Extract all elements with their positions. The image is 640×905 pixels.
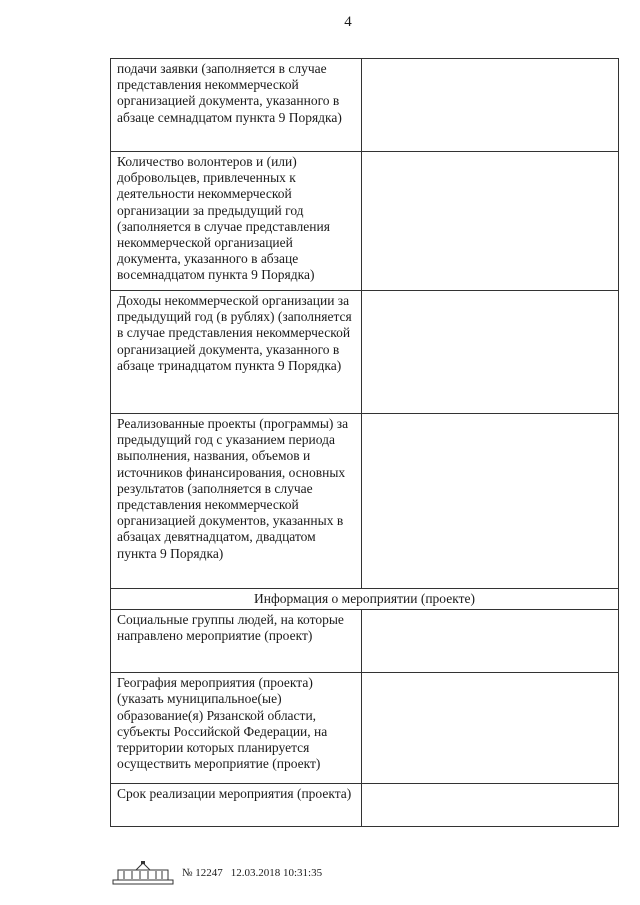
document-timestamp: 12.03.2018 10:31:35	[230, 867, 323, 879]
field-value	[362, 610, 619, 673]
table-row	[111, 784, 619, 827]
field-value	[362, 414, 619, 589]
field-value	[362, 673, 619, 784]
page-number: 4	[344, 14, 352, 30]
government-building-stamp-icon	[112, 860, 174, 886]
field-label: География мероприятия (проекта) (указать муниципальное(ые) образование(я) Рязанской области, субъекты Российской Федерации, на территории которых планируется осуществить мероприятие (проект)	[111, 673, 362, 784]
field-label: Доходы некоммерческой организации за предыдущий год (в рублях) (заполняется в случае представления некоммерческой организацией документа, указанного в абзаце тринадцатом пункта 9 Порядка)	[111, 291, 362, 414]
field-label: Количество волонтеров и (или) добровольцев, привлеченных к деятельности некоммерческой организации за предыдущий год (заполняется в случае представления некоммерческой организацией документа, указанного в абзаце восемнадцатом пункта 9 Порядка)	[111, 152, 362, 291]
field-label: подачи заявки (заполняется в случае представления некоммерческой организацией документа, указанного в абзаце семнадцатом пункта 9 Порядка)	[111, 59, 362, 152]
field-value	[362, 291, 619, 414]
document-footer	[112, 860, 322, 886]
table-row	[111, 291, 619, 414]
field-value	[362, 152, 619, 291]
table-row	[111, 610, 619, 673]
field-label: Социальные группы людей, на которые направлено мероприятие (проект)	[111, 610, 362, 673]
document-number: № 12247	[182, 867, 223, 879]
application-form-table	[110, 58, 619, 827]
field-value	[362, 784, 619, 827]
table-row	[111, 152, 619, 291]
section-header: Информация о мероприятии (проекте)	[111, 589, 619, 610]
field-value	[362, 59, 619, 152]
table-row	[111, 673, 619, 784]
field-label: Срок реализации мероприятия (проекта)	[111, 784, 362, 827]
table-row	[111, 59, 619, 152]
section-header-row	[111, 589, 619, 610]
field-label: Реализованные проекты (программы) за предыдущий год с указанием периода выполнения, названия, объемов и источников финансирования, основных результатов (заполняется в случае представления некоммерческой организацией документов, указанных в абзацах девятнадцатом, двадцатом пункта 9 Порядка)	[111, 414, 362, 589]
table-row	[111, 414, 619, 589]
